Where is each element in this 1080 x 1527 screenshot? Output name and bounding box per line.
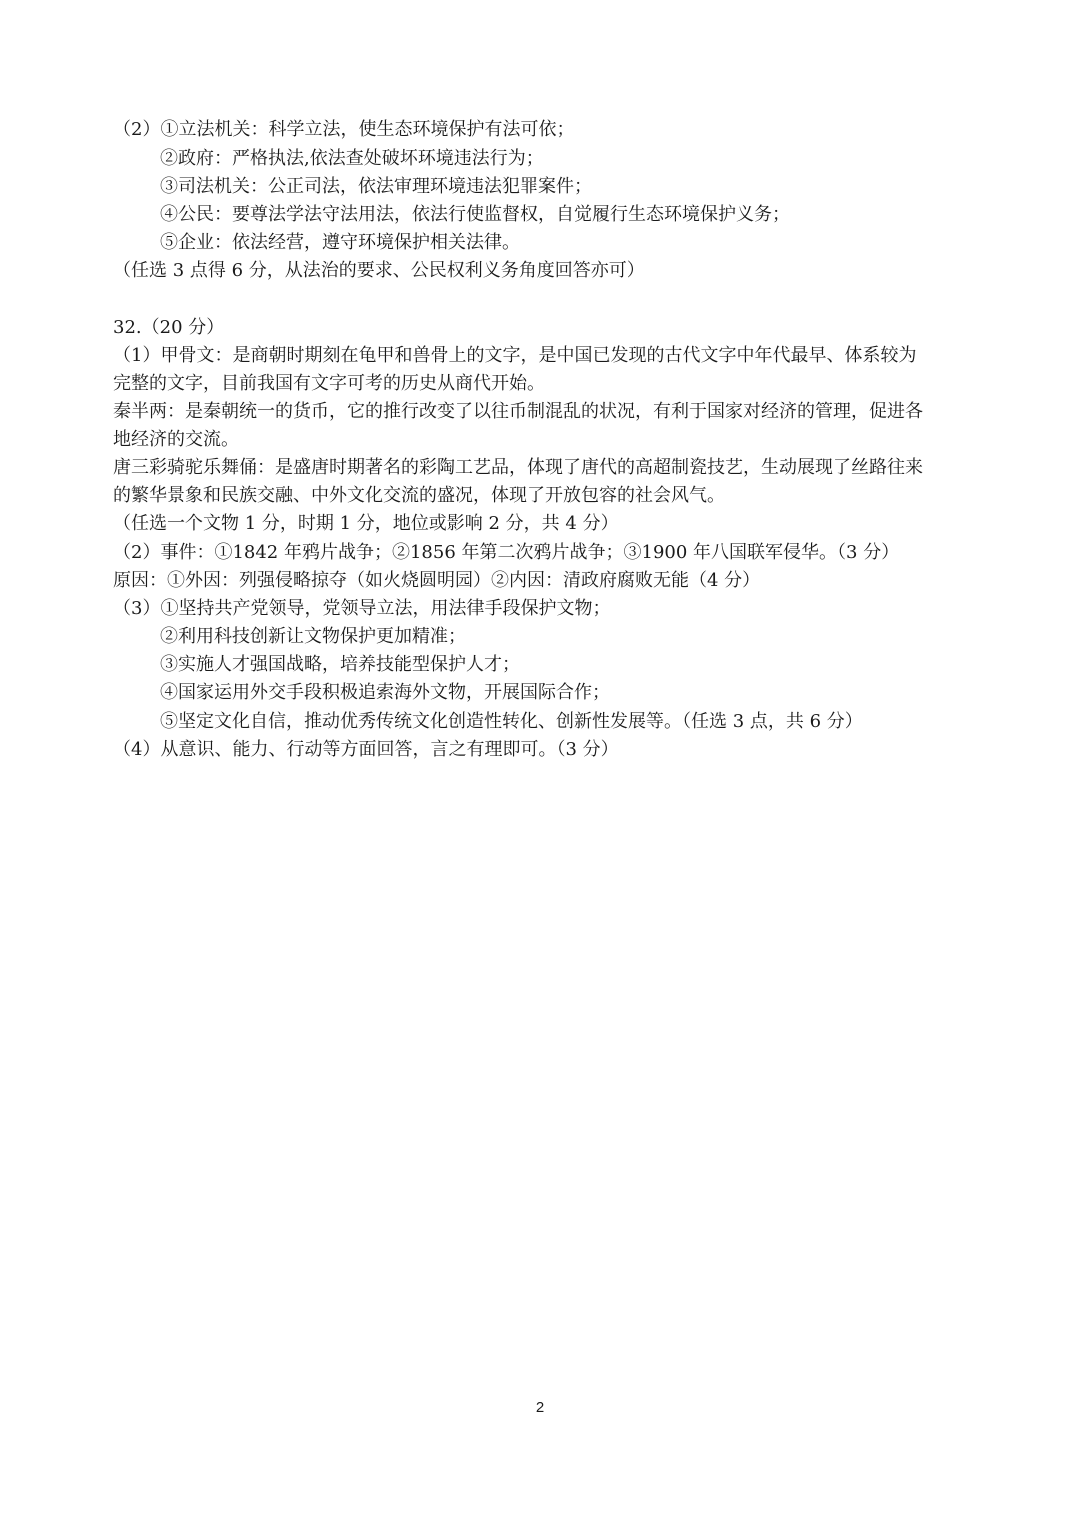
q32-part2-events: （2）事件：①1842 年鸦片战争；②1856 年第二次鸦片战争；③1900 年八国联军侵华。（3 分） <box>113 542 900 563</box>
q32-part1-line: 完整的文字，目前我国有文字可考的历史从商代开始。 <box>113 373 545 394</box>
q32-part1-line: 地经济的交流。 <box>113 429 239 450</box>
q32-part3-item: ⑤坚定文化自信，推动优秀传统文化创造性转化、创新性发展等。（任选 3 点，共 6 分） <box>160 711 863 732</box>
question-32-heading: 32.（20 分） <box>113 317 225 338</box>
q32-part1-line: 秦半两：是秦朝统一的货币，它的推行改变了以往币制混乱的状况，有利于国家对经济的管理，促进各 <box>113 401 923 422</box>
q32-part1-line: 的繁华景象和民族交融、中外文化交流的盛况，体现了开放包容的社会风气。 <box>113 485 725 506</box>
q32-part1-scoring-note: （任选一个文物 1 分，时期 1 分，地位或影响 2 分，共 4 分） <box>113 513 619 534</box>
q32-part3-item: ③实施人才强国战略，培养技能型保护人才； <box>160 654 520 675</box>
q32-part1-line: 唐三彩骑驼乐舞俑：是盛唐时期著名的彩陶工艺品，体现了唐代的高超制瓷技艺，生动展现了丝路往来 <box>113 457 923 478</box>
q32-part4: （4）从意识、能力、行动等方面回答，言之有理即可。（3 分） <box>113 739 619 760</box>
answer-2-item-citizen: ④公民：要尊法学法守法用法，依法行使监督权，自觉履行生态环境保护义务； <box>160 204 790 225</box>
page-number: 2 <box>535 1399 545 1416</box>
q32-part3-item: ④国家运用外交手段积极追索海外文物，开展国际合作； <box>160 682 610 703</box>
answer-2-item-government: ②政府：严格执法,依法查处破坏环境违法行为； <box>160 148 544 169</box>
q32-part3-intro: （3）①坚持共产党领导，党领导立法，用法律手段保护文物； <box>113 598 611 619</box>
answer-2-intro: （2）①立法机关：科学立法，使生态环境保护有法可依； <box>113 119 575 140</box>
answer-2-item-enterprise: ⑤企业：依法经营，遵守环境保护相关法律。 <box>160 232 520 253</box>
q32-part2-causes: 原因：①外因：列强侵略掠夺（如火烧圆明园）②内因：清政府腐败无能（4 分） <box>113 570 761 591</box>
q32-part3-item: ②利用科技创新让文物保护更加精准； <box>160 626 466 647</box>
answer-2-item-judiciary: ③司法机关：公正司法，依法审理环境违法犯罪案件； <box>160 176 592 197</box>
answer-2-scoring-note: （任选 3 点得 6 分，从法治的要求、公民权利义务角度回答亦可） <box>113 260 645 281</box>
q32-part1-line: （1）甲骨文：是商朝时期刻在龟甲和兽骨上的文字，是中国已发现的古代文字中年代最早、体系较为 <box>113 345 917 366</box>
